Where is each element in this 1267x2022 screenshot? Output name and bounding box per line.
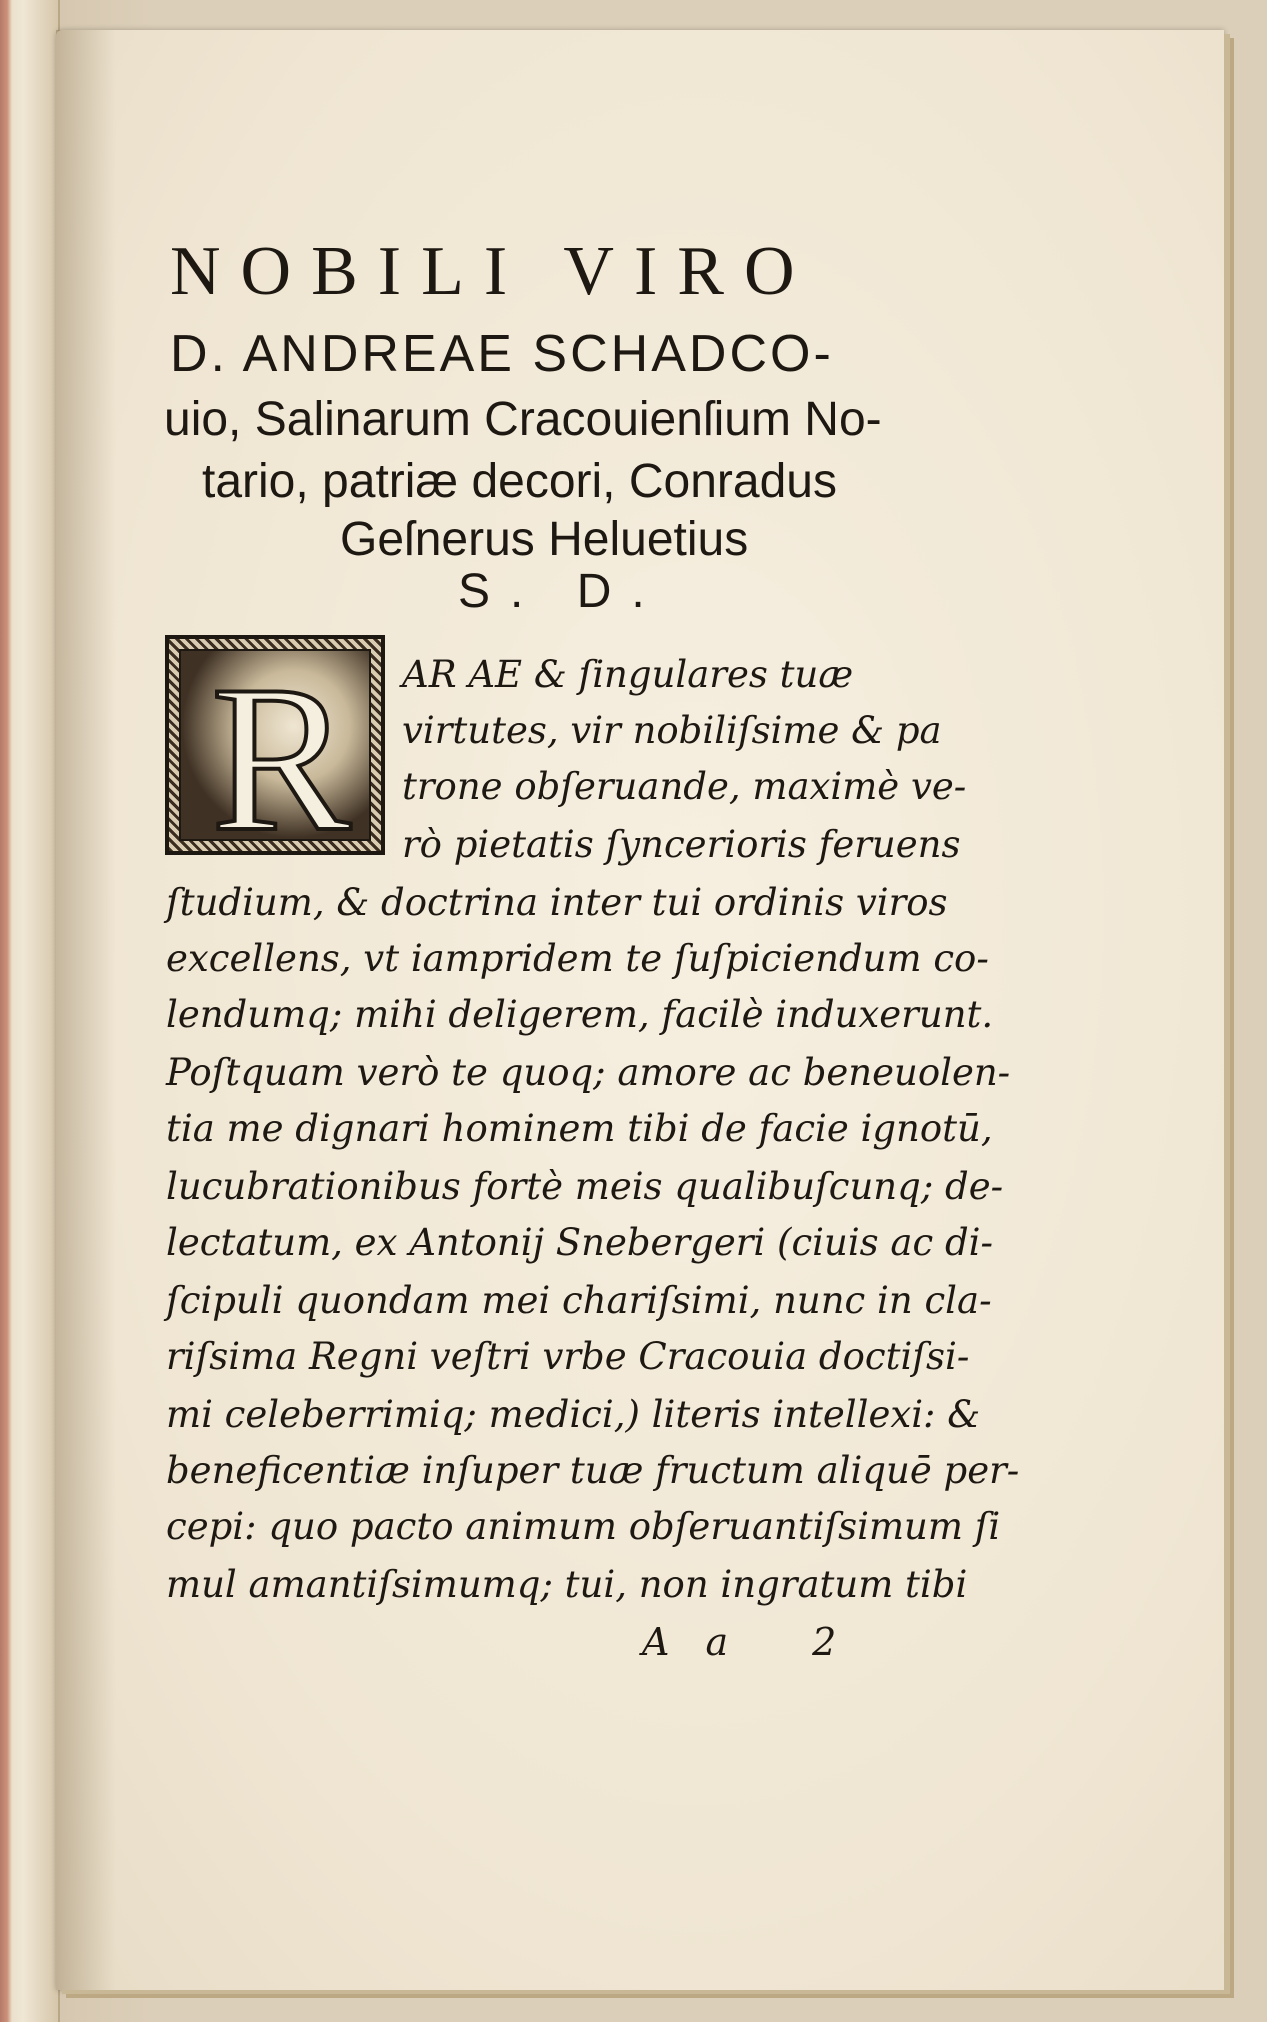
- heading-line-5: Geſnerus Heluetius: [340, 513, 749, 566]
- body-line: AR AE & ſingulares tuæ: [402, 653, 854, 696]
- body-line: riſsima Regni veſtri vrbe Cracouia doctiſsi-: [166, 1335, 970, 1378]
- body-line: mul amantiſsimumq; tui, non ingratum tibi: [166, 1563, 968, 1606]
- heading-line-3: uio, Salinarum Cracouienſium No-: [164, 393, 882, 446]
- initial-letter: R: [210, 643, 352, 875]
- book-binding-edge: [0, 0, 12, 2022]
- gutter-shadow: [56, 30, 116, 1990]
- body-line: lendumq; mihi deligerem, facilè induxerunt.: [166, 993, 994, 1036]
- body-line: lectatum, ex Antonij Snebergeri (ciuis ac di-: [166, 1221, 993, 1264]
- body-line: mi celeberrimiq; medici,) literis intellexi: &: [166, 1393, 981, 1436]
- body-line: beneficentiæ inſuper tuæ fructum aliquē per-: [166, 1449, 1020, 1492]
- decorated-initial: [165, 635, 385, 875]
- body-line: excellens, vt iampridem te ſuſpiciendum co-: [166, 937, 989, 980]
- body-line: Poſtquam verò te quoq; amore ac beneuolen-: [166, 1051, 1011, 1094]
- body-line: ſtudium, & doctrina inter tui ordinis viros: [166, 881, 948, 924]
- heading-line-2: D. ANDREAE SCHADCO-: [170, 325, 834, 383]
- body-line: virtutes, vir nobiliſsime & pa: [402, 709, 942, 752]
- heading-line-4: tario, patriæ decori, Conradus: [202, 455, 837, 508]
- body-line: trone obſeruande, maximè ve-: [402, 765, 967, 808]
- heading-line-6: S. D.: [458, 565, 665, 618]
- body-line: rò pietatis ſyncerioris feruens: [402, 823, 961, 866]
- body-line: ſcipuli quondam mei chariſsimi, nunc in cla-: [166, 1279, 992, 1322]
- initial-ornament: [179, 643, 371, 875]
- signature-mark: Aa 2: [642, 1620, 873, 1664]
- body-line: lucubrationibus fortè meis qualibuſcunq; de-: [166, 1165, 1004, 1208]
- heading-line-1: NOBILI VIRO: [170, 233, 815, 310]
- body-line: tia me dignari hominem tibi de facie ignotū,: [166, 1107, 993, 1150]
- body-line: cepi: quo pacto animum obſeruantiſsimum ſi: [166, 1505, 1001, 1548]
